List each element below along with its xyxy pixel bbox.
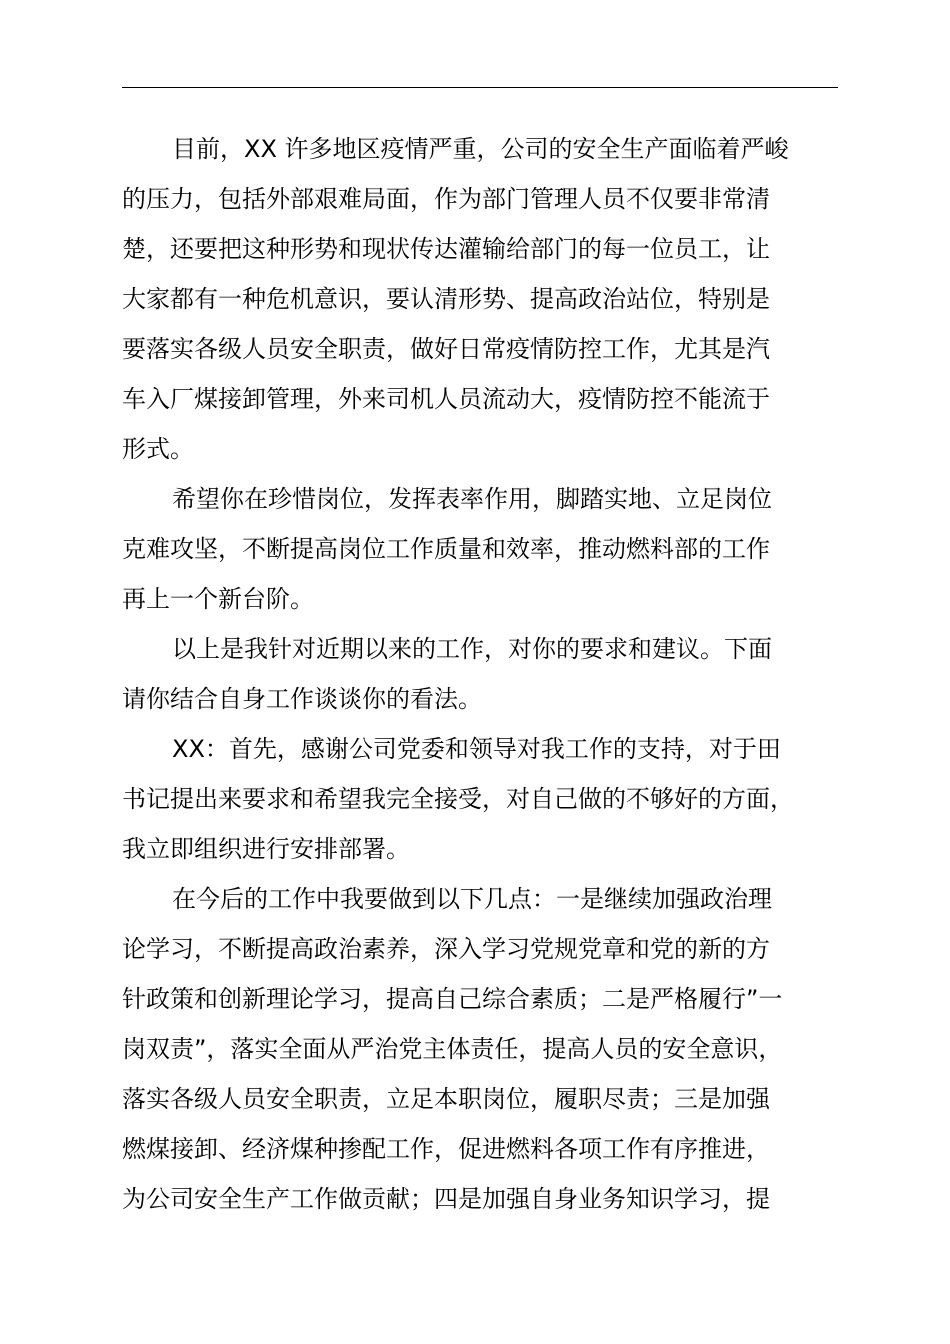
text-line: 形式。 [122, 435, 194, 463]
paragraph-3 [122, 624, 838, 724]
text-line: 针政策和创新理论学习，提高自己综合素质；二是严格履行”一 [122, 985, 783, 1013]
paragraph-1 [122, 124, 838, 474]
paragraph-4 [122, 724, 838, 874]
text-line: 目前，XX 许多地区疫情严重，公司的安全生产面临着严峻 [172, 135, 789, 163]
text-line: 车入厂煤接卸管理，外来司机人员流动大，疫情防控不能流于 [122, 385, 770, 413]
text-line: 落实各级人员安全职责，立足本职岗位，履职尽责；三是加强 [122, 1085, 770, 1113]
text-line: 在今后的工作中我要做到以下几点：一是继续加强政治理 [172, 885, 772, 913]
paragraph-5 [122, 874, 838, 1224]
text-line: 书记提出来要求和希望我完全接受，对自己做的不够好的方面， [122, 785, 794, 813]
paragraph-2 [122, 474, 838, 624]
text-line: 克难攻坚，不断提高岗位工作质量和效率，推动燃料部的工作 [122, 535, 770, 563]
text-line: 岗双责”，落实全面从严治党主体责任，提高人员的安全意识， [122, 1035, 783, 1063]
text-line: 为公司安全生产工作做贡献；四是加强自身业务知识学习，提 [122, 1185, 770, 1213]
text-line: 希望你在珍惜岗位，发挥表率作用，脚踏实地、立足岗位 [172, 485, 772, 513]
text-line: 论学习，不断提高政治素养，深入学习党规党章和党的新的方 [122, 935, 770, 963]
header-rule [122, 87, 838, 88]
text-line: 再上一个新台阶。 [122, 585, 314, 613]
text-line: 请你结合自身工作谈谈你的看法。 [122, 685, 482, 713]
text-line: 楚，还要把这种形势和现状传达灌输给部门的每一位员工，让 [122, 235, 770, 263]
text-line: 燃煤接卸、经济煤种掺配工作，促进燃料各项工作有序推进， [122, 1135, 770, 1163]
text-line: XX：首先，感谢公司党委和领导对我工作的支持，对于田 [172, 735, 781, 763]
text-line: 以上是我针对近期以来的工作，对你的要求和建议。下面 [172, 635, 772, 663]
text-line: 要落实各级人员安全职责，做好日常疫情防控工作，尤其是汽 [122, 335, 770, 363]
text-line: 我立即组织进行安排部署。 [122, 835, 410, 863]
text-line: 大家都有一种危机意识，要认清形势、提高政治站位，特别是 [122, 285, 770, 313]
text-line: 的压力，包括外部艰难局面，作为部门管理人员不仅要非常清 [122, 185, 770, 213]
document-body [122, 124, 838, 1224]
